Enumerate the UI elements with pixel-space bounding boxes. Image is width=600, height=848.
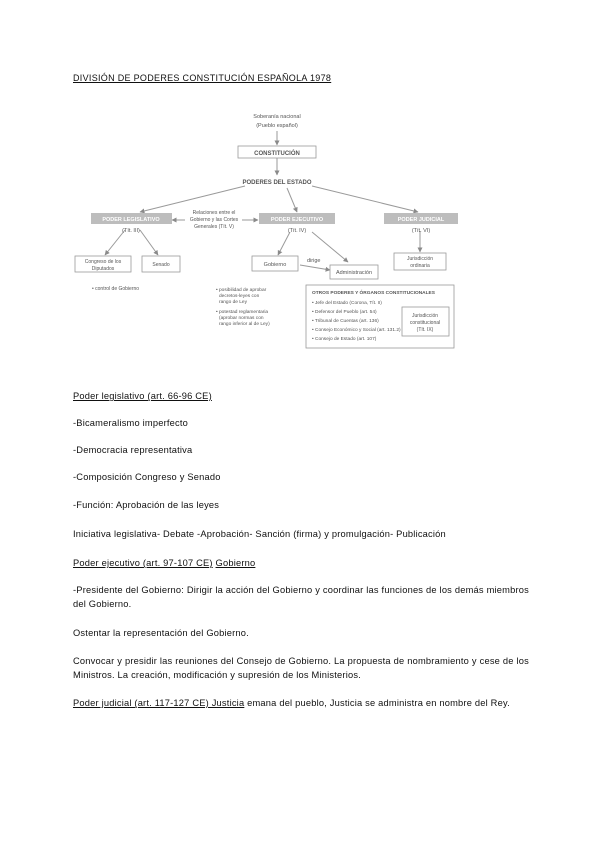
otros-poderes-item: • Defensor del Pueblo (art. 54) xyxy=(312,310,377,315)
otros-poderes-item: • Consejo Económico y Social (art. 131.2) xyxy=(312,328,401,333)
ostentar-line: Ostentar la representación del Gobierno. xyxy=(73,628,249,638)
otros-poderes-item: • Consejo de Estado (art. 107) xyxy=(312,337,377,342)
control-gobierno-note: • control de Gobierno xyxy=(92,286,140,292)
otros-poderes-title: OTROS PODERES Y ÓRGANOS CONSTITUCIONALES xyxy=(312,291,435,296)
jurisdiccion-constitucional-titulo: (Tít. IX) xyxy=(416,327,434,333)
judicial-paragraph xyxy=(73,696,529,710)
relaciones-line2: Gobierno y las Cortes xyxy=(189,217,239,223)
relaciones-line1: Relaciones entre el xyxy=(192,210,236,216)
poder-ejecutivo-label: PODER EJECUTIVO xyxy=(270,217,324,223)
composicion-line: -Composición Congreso y Senado xyxy=(73,472,221,482)
ejecutivo-note-6: rango inferior al de Ley) xyxy=(219,322,270,327)
ejecutivo-titulo: (Tít. IV) xyxy=(287,228,307,234)
jurisdiccion-ordinaria-sublabel: ordinaria xyxy=(410,263,430,269)
congreso-sublabel: Diputados xyxy=(91,266,115,272)
administracion-label: Administración xyxy=(335,270,373,276)
ejecutivo-note-1: • posibilidad de aprobar xyxy=(216,288,267,293)
congreso-label: Congreso de los xyxy=(84,259,122,265)
iniciativa-line: Iniciativa legislativa- Debate -Aprobación- Sanción (firma) y promulgación- Publicación xyxy=(73,529,446,539)
legislativo-heading xyxy=(73,389,529,403)
jurisdiccion-constitucional-label: Jurisdicción xyxy=(411,313,439,319)
poder-judicial-label: PODER JUDICIAL xyxy=(397,217,445,223)
division-of-powers-diagram xyxy=(0,0,600,360)
convocar-paragraph: Convocar y presidir las reuniones del Consejo de Gobierno. La propuesta de nombramiento y cese de los Ministros. La creación, modificación y supresión de los Ministerios. xyxy=(73,656,529,680)
soberania-label: Soberanía nacional xyxy=(253,114,301,120)
soberania-sublabel: (Pueblo español) xyxy=(256,123,298,129)
otros-poderes-item: • Jefe del Estado (Corona, Tít. II) xyxy=(312,301,382,306)
democracia-line: -Democracia representativa xyxy=(73,445,193,455)
jurisdiccion-ordinaria-label: Jurisdicción xyxy=(406,256,434,262)
gobierno-label: Gobierno xyxy=(263,262,287,268)
ejecutivo-note-5: (aprobar normas con xyxy=(219,316,264,321)
relaciones-line3: Generales (Tít. V) xyxy=(194,224,234,230)
ejecutivo-gobierno-link: Gobierno xyxy=(215,558,256,568)
senado-label: Senado xyxy=(152,262,170,268)
poderes-estado-label: PODERES DEL ESTADO xyxy=(242,180,312,186)
presidente-paragraph: -Presidente del Gobierno: Dirigir la acción del Gobierno y coordinar las funciones de los demás miembros del Gobierno. xyxy=(73,585,529,609)
ejecutivo-heading-text: Poder ejecutivo (art. 97-107 CE) xyxy=(73,558,213,568)
legislativo-heading-text: Poder legislativo (art. 66-96 CE) xyxy=(73,391,212,401)
dirige-label: dirige xyxy=(307,258,321,264)
document-title: DIVISIÓN DE PODERES CONSTITUCIÓN ESPAÑOLA 1978 xyxy=(73,73,332,83)
ejecutivo-note-2: decretos-leyes con xyxy=(219,294,260,299)
judicial-heading-text: Poder judicial (art. 117-127 CE) Justicia xyxy=(73,698,245,708)
jurisdiccion-constitucional-sublabel: constitucional xyxy=(409,320,441,326)
otros-poderes-item: • Tribunal de Cuentas (art. 136) xyxy=(312,319,379,324)
legislativo-titulo: (Tít. III) xyxy=(122,228,140,234)
judicial-titulo: (Tít. VI) xyxy=(411,228,431,234)
poder-legislativo-label: PODER LEGISLATIVO xyxy=(102,217,160,223)
judicial-text: emana del pueblo, Justicia se administra en nombre del Rey. xyxy=(244,698,510,708)
ejecutivo-heading xyxy=(73,556,529,570)
ejecutivo-note-3: rango de Ley xyxy=(219,300,248,305)
ejecutivo-note-4: • potestad reglamentaria xyxy=(216,310,269,315)
bicameralismo-line: -Bicameralismo imperfecto xyxy=(73,418,189,428)
constitucion-label: CONSTITUCIÓN xyxy=(254,151,300,157)
funcion-line: -Función: Aprobación de las leyes xyxy=(73,500,220,510)
